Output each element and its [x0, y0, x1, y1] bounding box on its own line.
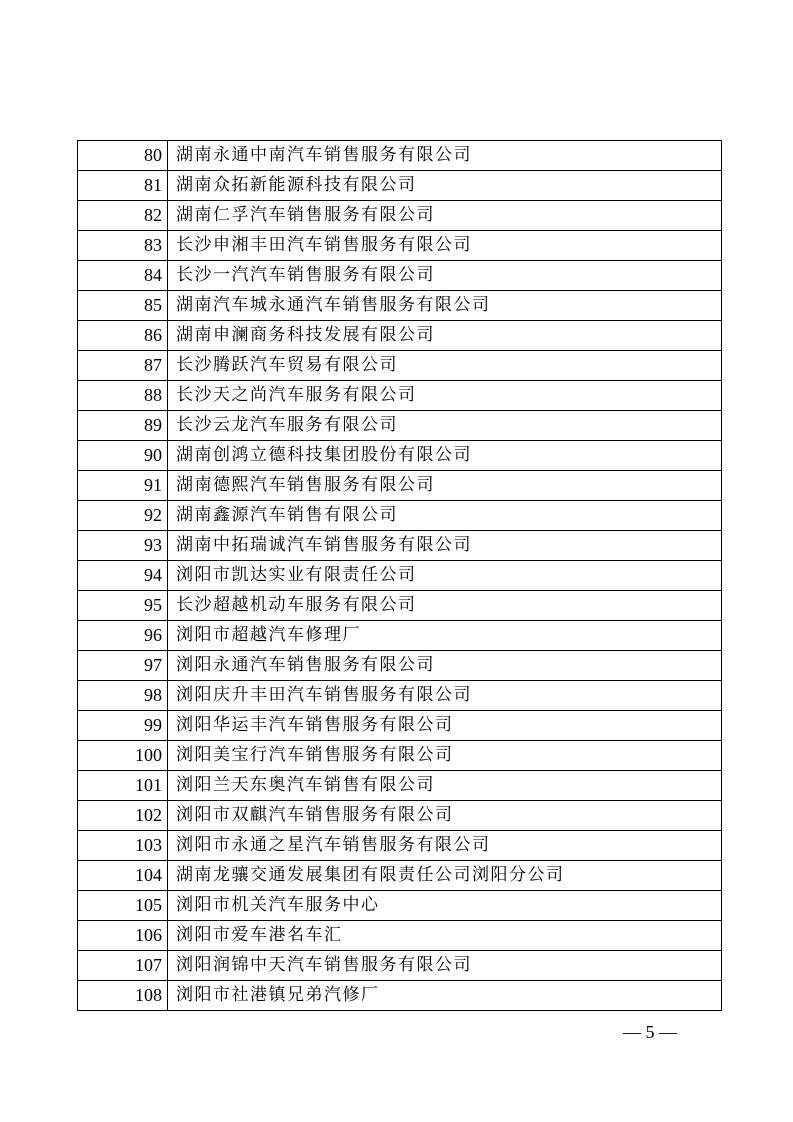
table-body — [78, 141, 722, 1011]
table-row — [78, 831, 722, 861]
row-number: 93 — [78, 531, 168, 561]
row-number: 86 — [78, 321, 168, 351]
company-name: 湖南仁孚汽车销售服务有限公司 — [168, 201, 722, 231]
row-number: 87 — [78, 351, 168, 381]
table-row — [78, 681, 722, 711]
company-name: 长沙超越机动车服务有限公司 — [168, 591, 722, 621]
table-row — [78, 321, 722, 351]
company-name: 浏阳市双麒汽车销售服务有限公司 — [168, 801, 722, 831]
company-name: 湖南创鸿立德科技集团股份有限公司 — [168, 441, 722, 471]
table-row — [78, 171, 722, 201]
company-name: 湖南鑫源汽车销售有限公司 — [168, 501, 722, 531]
company-name: 长沙申湘丰田汽车销售服务有限公司 — [168, 231, 722, 261]
table-row — [78, 981, 722, 1011]
row-number: 94 — [78, 561, 168, 591]
company-name: 浏阳兰天东奥汽车销售有限公司 — [168, 771, 722, 801]
table-row — [78, 471, 722, 501]
company-name: 长沙云龙汽车服务有限公司 — [168, 411, 722, 441]
table-row — [78, 201, 722, 231]
table-row — [78, 531, 722, 561]
company-name: 长沙腾跃汽车贸易有限公司 — [168, 351, 722, 381]
company-name: 浏阳庆升丰田汽车销售服务有限公司 — [168, 681, 722, 711]
row-number: 99 — [78, 711, 168, 741]
company-table — [77, 140, 722, 1011]
company-name: 浏阳华运丰汽车销售服务有限公司 — [168, 711, 722, 741]
table-row — [78, 771, 722, 801]
row-number: 107 — [78, 951, 168, 981]
row-number: 92 — [78, 501, 168, 531]
row-number: 80 — [78, 141, 168, 171]
company-name: 长沙一汽汽车销售服务有限公司 — [168, 261, 722, 291]
row-number: 91 — [78, 471, 168, 501]
company-name: 浏阳市社港镇兄弟汽修厂 — [168, 981, 722, 1011]
table-row — [78, 921, 722, 951]
table-row — [78, 351, 722, 381]
table-row — [78, 441, 722, 471]
row-number: 89 — [78, 411, 168, 441]
table-row — [78, 141, 722, 171]
table-row — [78, 621, 722, 651]
row-number: 90 — [78, 441, 168, 471]
table-row — [78, 381, 722, 411]
row-number: 98 — [78, 681, 168, 711]
table-row — [78, 651, 722, 681]
row-number: 82 — [78, 201, 168, 231]
table-row — [78, 951, 722, 981]
table-row — [78, 801, 722, 831]
row-number: 81 — [78, 171, 168, 201]
company-name: 湖南德熙汽车销售服务有限公司 — [168, 471, 722, 501]
company-name: 湖南众拓新能源科技有限公司 — [168, 171, 722, 201]
table-row — [78, 561, 722, 591]
table-row — [78, 711, 722, 741]
row-number: 85 — [78, 291, 168, 321]
company-name: 湖南申澜商务科技发展有限公司 — [168, 321, 722, 351]
table-row — [78, 231, 722, 261]
row-number: 97 — [78, 651, 168, 681]
table-row — [78, 291, 722, 321]
company-name: 浏阳润锦中天汽车销售服务有限公司 — [168, 951, 722, 981]
table-row — [78, 861, 722, 891]
company-name: 湖南中拓瑞诚汽车销售服务有限公司 — [168, 531, 722, 561]
row-number: 96 — [78, 621, 168, 651]
row-number: 103 — [78, 831, 168, 861]
company-name: 湖南汽车城永通汽车销售服务有限公司 — [168, 291, 722, 321]
row-number: 100 — [78, 741, 168, 771]
table-row — [78, 891, 722, 921]
page-number: — 5 — — [623, 1022, 677, 1042]
table-row — [78, 261, 722, 291]
table-row — [78, 741, 722, 771]
company-name: 浏阳市凯达实业有限责任公司 — [168, 561, 722, 591]
row-number: 84 — [78, 261, 168, 291]
row-number: 104 — [78, 861, 168, 891]
row-number: 95 — [78, 591, 168, 621]
row-number: 102 — [78, 801, 168, 831]
table-row — [78, 411, 722, 441]
company-name: 湖南永通中南汽车销售服务有限公司 — [168, 141, 722, 171]
row-number: 83 — [78, 231, 168, 261]
company-name: 浏阳永通汽车销售服务有限公司 — [168, 651, 722, 681]
row-number: 105 — [78, 891, 168, 921]
company-name: 浏阳市机关汽车服务中心 — [168, 891, 722, 921]
row-number: 108 — [78, 981, 168, 1011]
company-name: 浏阳市永通之星汽车销售服务有限公司 — [168, 831, 722, 861]
company-name: 长沙天之尚汽车服务有限公司 — [168, 381, 722, 411]
row-number: 101 — [78, 771, 168, 801]
row-number: 106 — [78, 921, 168, 951]
company-name: 湖南龙骧交通发展集团有限责任公司浏阳分公司 — [168, 861, 722, 891]
company-name: 浏阳美宝行汽车销售服务有限公司 — [168, 741, 722, 771]
table-row — [78, 501, 722, 531]
row-number: 88 — [78, 381, 168, 411]
table-row — [78, 591, 722, 621]
company-name: 浏阳市超越汽车修理厂 — [168, 621, 722, 651]
company-name: 浏阳市爱车港名车汇 — [168, 921, 722, 951]
